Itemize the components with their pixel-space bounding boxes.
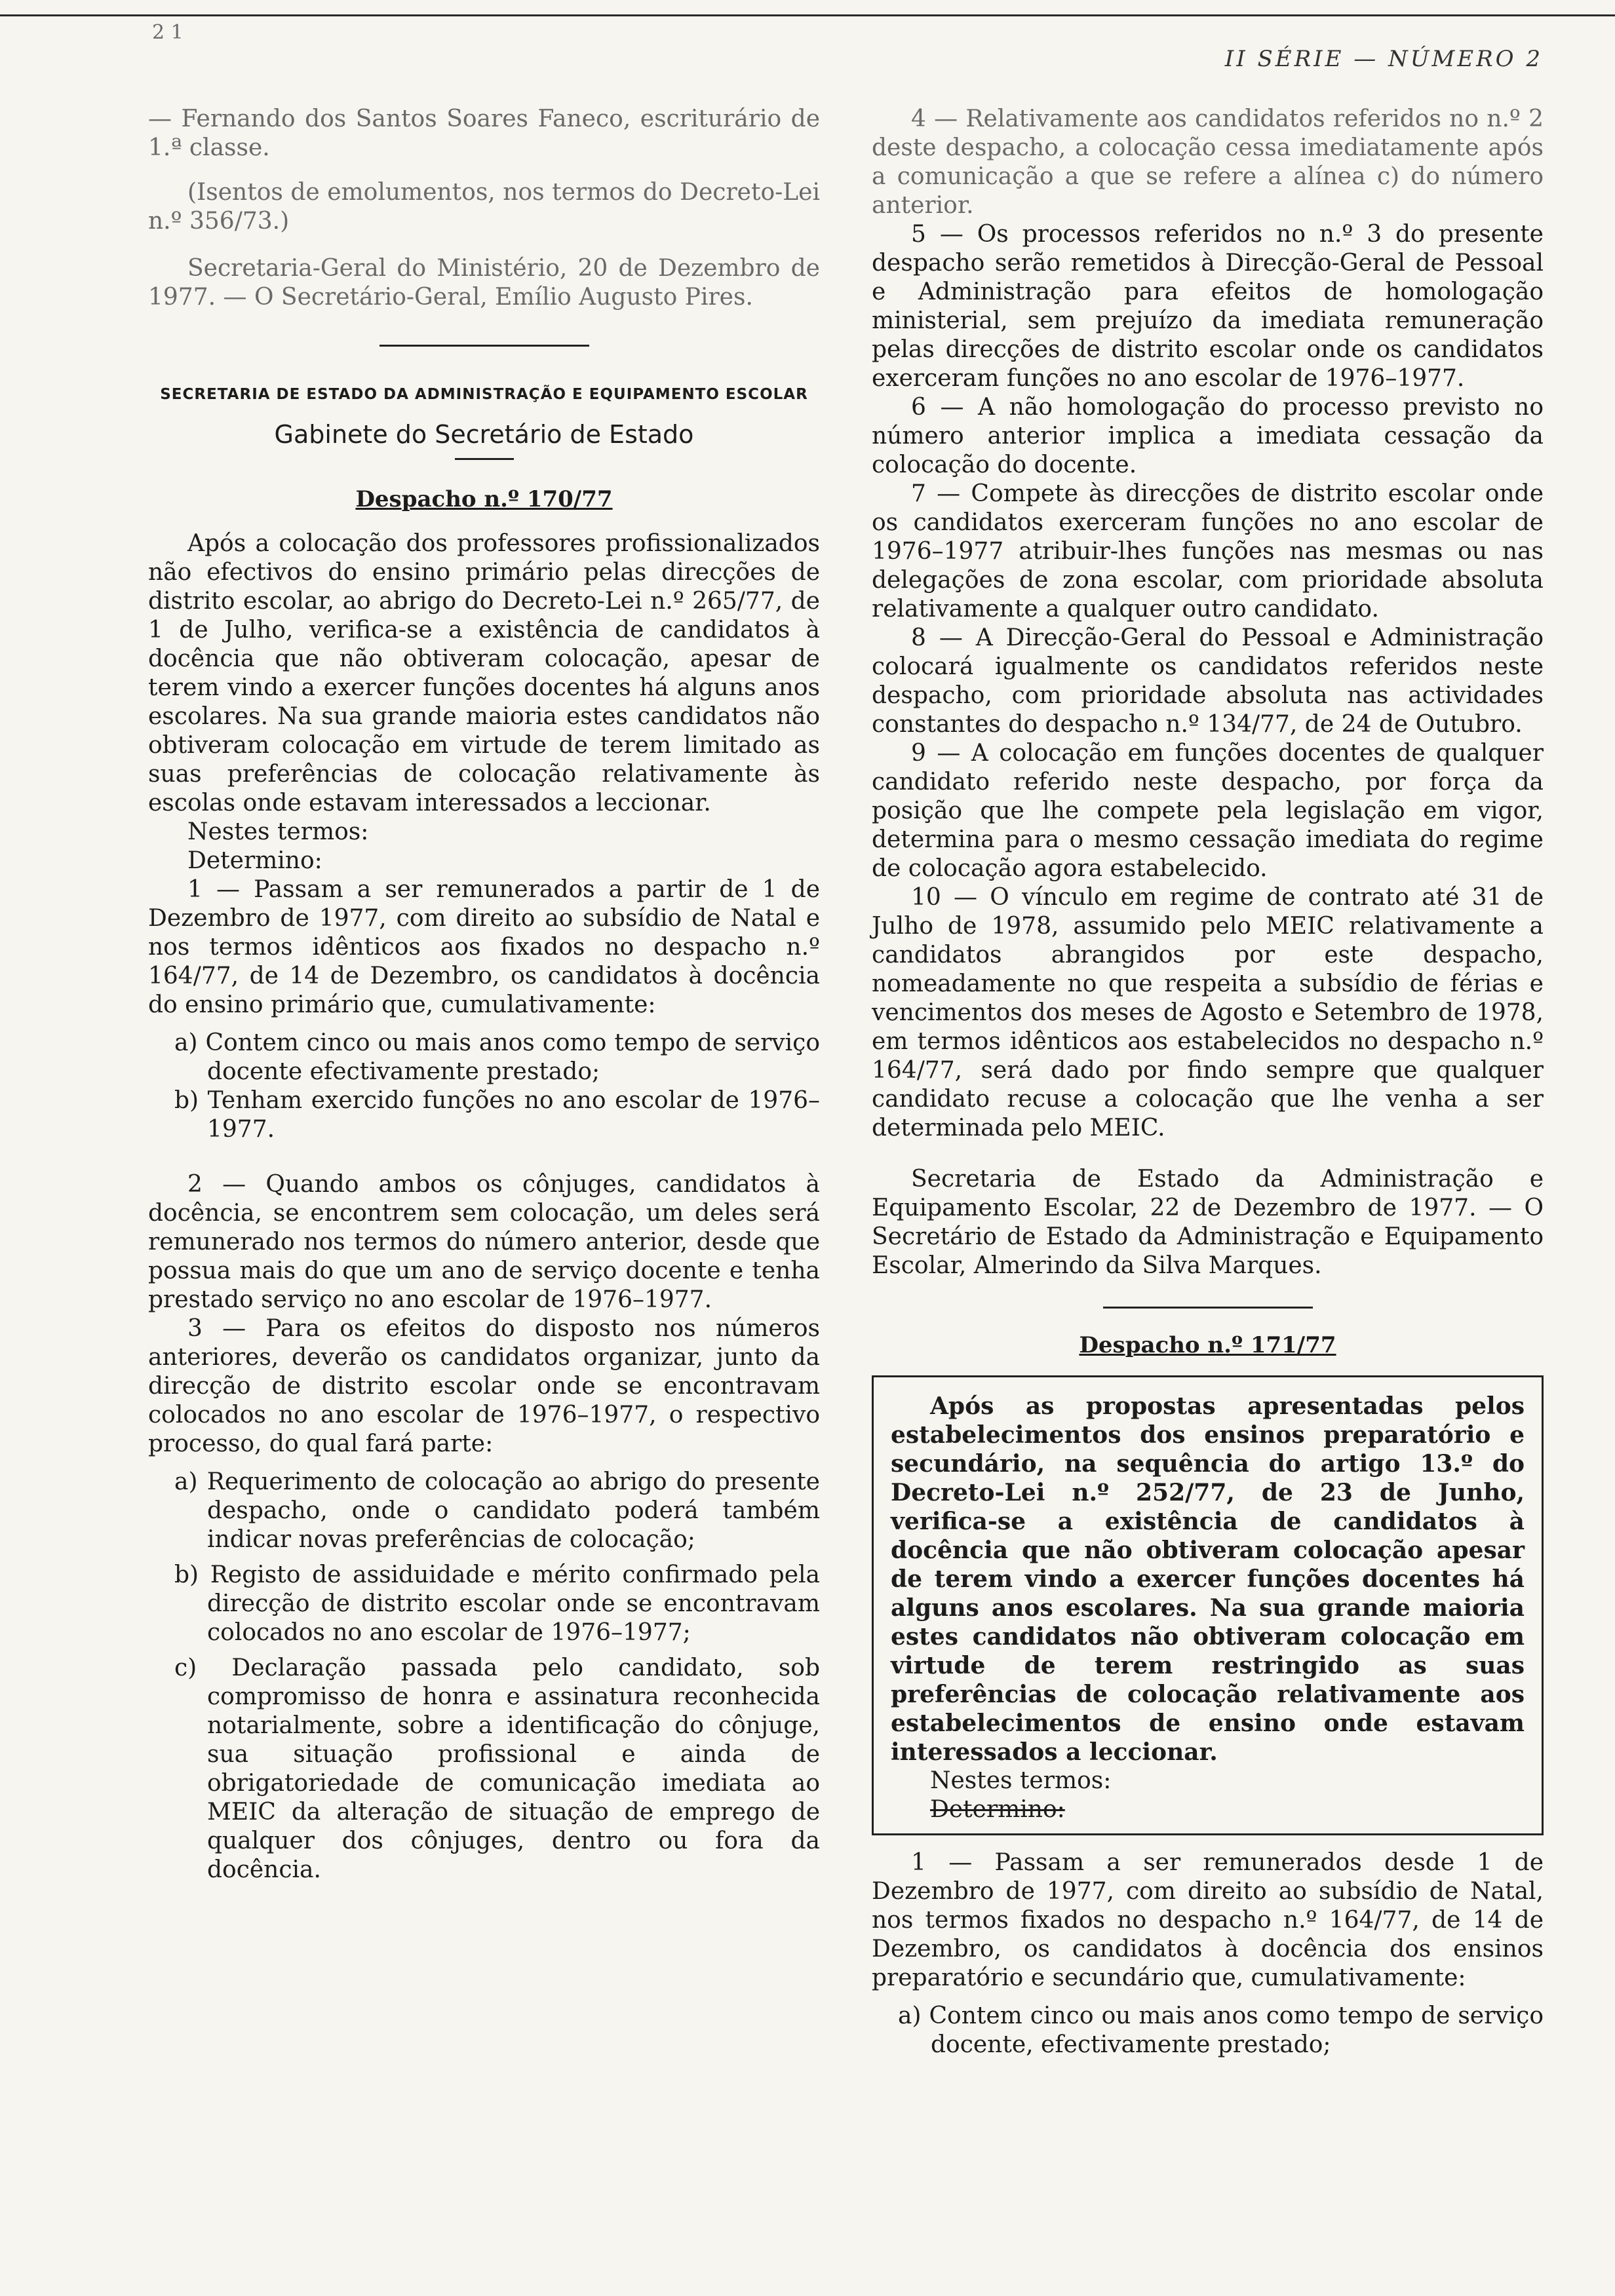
determino: Determino: <box>187 847 322 874</box>
despacho-171-intro: Após as propostas apresentadas pelos estabelecimentos dos ensinos preparatório e secundário, na sequência do artigo 13.º do Decreto-Lei n.º 252/77, de 23 de Junho, verifica-se a existência de candidatos à docência que não obtiveram colocação apesar de terem vindo a exercer funções docentes há alguns anos escolares. Na sua grande maioria estes candidatos não obtiveram colocação em virtude de terem restringido as suas preferências de colocação relativamente aos estabelecimentos de ensino onde estavam interessados a leccionar. <box>891 1392 1525 1766</box>
paragraph-3c: c) Declaração passada pelo candidato, sob compromisso de honra e assinatura reconhecida notarialmente, sobre a identificação do cônjuge, sua situação profissional e ainda de obrigatoriedade de comunicação imediata ao MEIC da alteração de situação de emprego de qualquer dos cônjuges, dentro ou fora da docência. <box>174 1655 820 1883</box>
paragraph-1a: a) Contem cinco ou mais anos como tempo de serviço docente efectivamente prestado; <box>174 1029 820 1085</box>
signature-2: Secretaria de Estado da Administração e Equipamento Escolar, 22 de Dezembro de 1977. — O Secretário de Estado da Administração e Equipamento Escolar, Almerindo da Silva Marques. <box>872 1166 1544 1279</box>
paragraph-3: 3 — Para os efeitos do disposto nos números anteriores, deverão os candidatos organizar, junto da direcção de distrito escolar onde se encontravam colocados no ano escolar de 1976–1977, o respectivo processo, do qual fará parte: <box>148 1315 820 1457</box>
paragraph-6: 6 — A não homologação do processo previsto no número anterior implica a imediata cessação da colocação do docente. <box>872 394 1544 478</box>
despacho-171-paragraph-1: 1 — Passam a ser remunerados desde 1 de Dezembro de 1977, com direito ao subsídio de Natal, nos termos fixados no despacho n.º 164/77, de 14 de Dezembro, os candidatos à docência dos ensinos preparatório e secundário que, cumulativamente: <box>872 1849 1544 1991</box>
paragraph-1: 1 — Passam a ser remunerados a partir de 1 de Dezembro de 1977, com direito ao subsídio de Natal e nos termos idênticos aos fixados no despacho n.º 164/77, de 14 de Dezembro, os candidatos à docência do ensino primário que, cumulativamente: <box>148 876 820 1018</box>
short-separator <box>455 458 514 460</box>
paragraph-3b: b) Registo de assiduidade e mérito confirmado pela direcção de distrito escolar onde se encontravam colocados no ano escolar de 1976–1977; <box>174 1561 820 1646</box>
despacho-171-paragraph-1a: a) Contem cinco ou mais anos como tempo de serviço docente, efectivamente prestado; <box>898 2002 1544 2058</box>
cabinet-heading: Gabinete do Secretário de Estado <box>274 420 694 449</box>
paragraph-8: 8 — A Direcção-Geral do Pessoal e Administração colocará igualmente os candidatos referidos neste despacho, com prioridade absoluta nas actividades constantes do despacho n.º 134/77, de 24 de Outubro. <box>872 624 1544 738</box>
despacho-171-title: Despacho n.º 171/77 <box>1079 1332 1336 1358</box>
signature-1: Secretaria-Geral do Ministério, 20 de Dezembro de 1977. — O Secretário-Geral, Emílio Augusto Pires. <box>148 255 820 311</box>
highlighted-box <box>872 1375 1544 1835</box>
paragraph-7: 7 — Compete às direcções de distrito escolar onde os candidatos exerceram funções no ano escolar de 1976–1977 atribuir-lhes funções nas mesmas ou nas delegações de zona escolar, com prioridade absoluta relativamente a qualquer outro candidato. <box>872 480 1544 622</box>
header-rule <box>0 14 1615 16</box>
paragraph-4: 4 — Relativamente aos candidatos referidos no n.º 2 deste despacho, a colocação cessa imediatamente após a comunicação a que se refere a alínea c) do número anterior. <box>872 105 1544 219</box>
section-separator-2 <box>1103 1307 1313 1309</box>
section-separator <box>379 345 589 347</box>
paragraph-5: 5 — Os processos referidos no n.º 3 do presente despacho serão remetidos à Direcção-Geral de Pessoal e Administração para efeitos de homologação ministerial, sem prejuízo da imediata remuneração pelas direcções de distrito escolar onde os candidatos exerceram funções no ano escolar de 1976–1977. <box>872 221 1544 392</box>
top-fragment-1: — Fernando dos Santos Soares Faneco, escriturário de 1.ª classe. <box>148 105 820 161</box>
department-heading: SECRETARIA DE ESTADO DA ADMINISTRAÇÃO E EQUIPAMENTO ESCOLAR <box>160 386 808 403</box>
paragraph-10: 10 — O vínculo em regime de contrato até 31 de Julho de 1978, assumido pelo MEIC relativamente a candidatos abrangidos por este despacho, nomeadamente no que respeita a subsídio de férias e vencimentos dos meses de Agosto e Setembro de 1978, em termos idênticos aos estabelecidos no despacho n.º 164/77, será dado por findo sempre que qualquer candidato recuse a colocação que lhe venha a ser determinada pelo MEIC. <box>872 884 1544 1141</box>
paragraph-1b: b) Tenham exercido funções no ano escolar de 1976–1977. <box>174 1087 820 1143</box>
top-fragment-2: (Isentos de emolumentos, nos termos do Decreto-Lei n.º 356/73.) <box>148 179 820 235</box>
despacho-170-intro: Após a colocação dos professores profissionalizados não efectivos do ensino primário pelas direcções de distrito escolar, ao abrigo do Decreto-Lei n.º 265/77, de 1 de Julho, verifica-se a existência de candidatos à docência que não obtiveram colocação, apesar de terem vindo a exercer funções docentes há alguns anos escolares. Na sua grande maioria estes candidatos não obtiveram colocação em virtude de terem limitado as suas preferências de colocação relativamente às escolas onde estavam interessados a leccionar. <box>148 530 820 816</box>
nestes-termos-2: Nestes termos: <box>930 1767 1112 1794</box>
paragraph-9: 9 — A colocação em funções docentes de qualquer candidato referido neste despacho, por força da posição que lhe compete pela legislação em vigor, determina para o mesmo cessação imediata do regime de colocação agora estabelecido. <box>872 740 1544 882</box>
paragraph-3a: a) Requerimento de colocação ao abrigo do presente despacho, onde o candidato poderá também indicar novas preferências de colocação; <box>174 1468 820 1553</box>
series-header: II SÉRIE — NÚMERO 2 <box>1224 46 1543 72</box>
determino-2: Determino: <box>930 1796 1065 1823</box>
paragraph-2: 2 — Quando ambos os cônjuges, candidatos à docência, se encontrem sem colocação, um deles será remunerado nos termos do número anterior, desde que possua mais do que um ano de serviço docente e tenha prestado serviço no ano escolar de 1976–1977. <box>148 1171 820 1313</box>
despacho-170-title: Despacho n.º 170/77 <box>355 486 613 512</box>
nestes-termos: Nestes termos: <box>187 818 369 845</box>
page-number: 2 1 <box>152 21 184 44</box>
left-column <box>148 105 820 1885</box>
right-column <box>872 105 1544 2059</box>
